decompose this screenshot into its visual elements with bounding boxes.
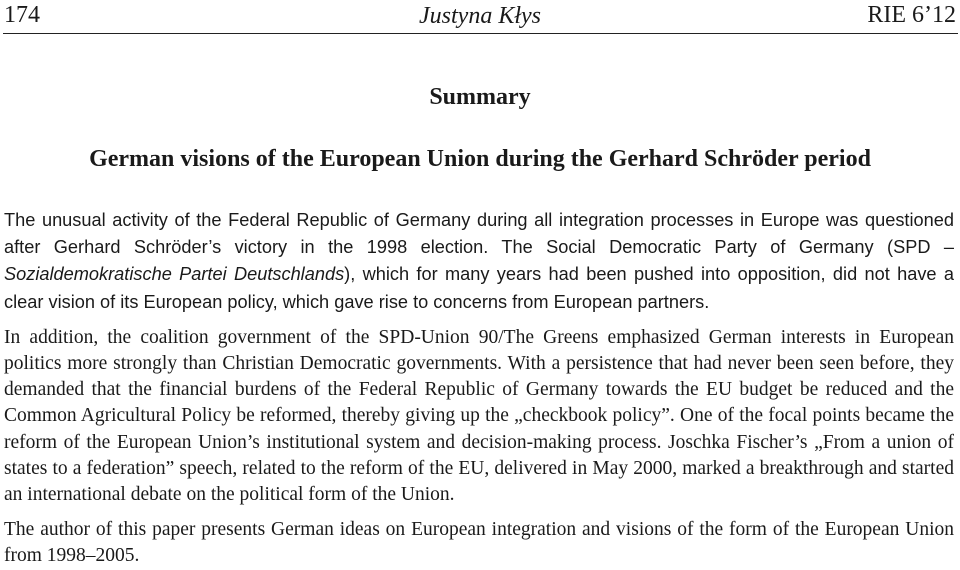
party-name-german: Sozialdemokratische Partei Deutschlands (4, 264, 345, 285)
paragraph-1-part-1: The unusual activity of the Federal Republic of Germany during all integration processes in Europe was questioned after Gerhard Schröder’s victory in the 1998 election. (4, 210, 954, 258)
paper-title: German visions of the European Union during the Gerhard Schröder period (89, 146, 871, 172)
header-rule (3, 33, 958, 34)
summary-paragraph-2: In addition, the coalition government of the SPD-Union 90/The Greens emphasized German interests in European politics more strongly than Christian Democratic governments. With a persistence that had never been seen before, they demanded that the financial burdens of the Federal Republic of Germany towards the EU budget be reduced and the Common Agricultural Policy be reformed, thereby giving up the „checkbook policy”. One of the focal points became the reform of the European Union’s institutional system and decision-making process. Joschka Fischer’s „From a union of states to a federation” speech, related to the reform of the EU, delivered in May 2000, marked a breakthrough and started an international debate on the political form of the Union. (4, 326, 954, 506)
summary-heading: Summary (429, 84, 531, 110)
page-number: 174 (4, 2, 40, 28)
running-head-author: Justyna Kłys (419, 3, 541, 29)
paragraph-1-part-2: The Social Democratic Party of Germany (SPD – (488, 237, 954, 258)
summary-body (4, 207, 954, 570)
summary-paragraph-3: The author of this paper presents German ideas on European integration and visions of the form of the European Union from 1998–2005. (4, 519, 954, 567)
running-head-journal: RIE 6’12 (867, 2, 956, 28)
running-head (0, 0, 960, 34)
summary-paragraph-1 (4, 207, 954, 316)
paragraph-1-part-3: ), which for many years had been pushed into opposition, did not have a clear vision of its European policy, which gave rise to concerns from European partners. (4, 264, 954, 312)
